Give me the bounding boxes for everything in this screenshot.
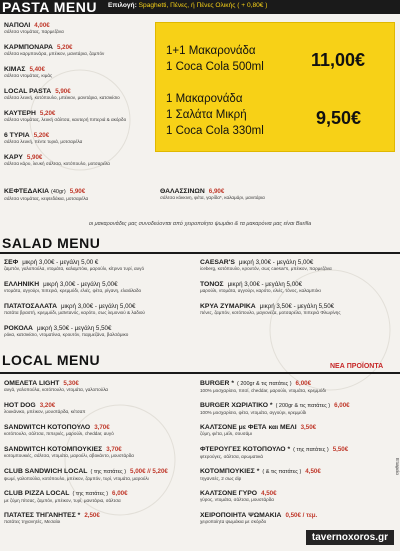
menu-item-line <box>4 154 149 161</box>
menu-item <box>4 281 194 293</box>
menu-item-price: 4,50€ <box>261 490 277 497</box>
menu-item <box>4 259 194 271</box>
menu-item-name: ΚΑΛΤΣΟΝΕ με ΦΕΤΑ και ΜΕΛΙ <box>200 424 297 431</box>
menu-item-name: ΠΑΤΑΤΟΣΑΛΑΤΑ <box>4 303 57 310</box>
menu-item-name: BURGER ΧΩΡΙΑΤΙΚΟ * <box>200 402 273 409</box>
menu-item-desc: ζύμη, φέτα, μέλι, σουσάμι <box>200 431 252 436</box>
menu-item-name: BURGER * <box>200 380 234 387</box>
menu-item-desc: τηγανιτές, 2 σως dip <box>200 476 242 481</box>
menu-item-price: 5,20€ <box>56 44 73 51</box>
menu-item-name: ΚΑΥΤΕΡΗ <box>4 110 36 117</box>
menu-item-size: ( 200gr & τις πατάτες ) <box>275 403 331 409</box>
menu-item <box>200 512 395 524</box>
promo-offer1-line1: 1+1 Μακαρονάδα <box>166 45 256 57</box>
menu-item-desc: σάλτσα λευκή, κοτόπουλο, μπέικον, μανιτάρια, κατσικίσιο <box>4 95 120 100</box>
menu-item <box>4 380 194 392</box>
menu-item <box>160 188 360 200</box>
menu-item <box>4 44 149 56</box>
menu-item-price: 3,70€ <box>106 446 122 453</box>
menu-item-line <box>4 424 194 431</box>
promo-offer2-line1: 1 Μακαρονάδα <box>166 93 243 105</box>
menu-item <box>4 132 149 144</box>
menu-item-line <box>4 490 194 498</box>
local-divider <box>0 372 400 374</box>
promo-offer1-price: 11,00€ <box>311 50 366 70</box>
menu-item-name: 6 ΤΥΡΙΑ <box>4 132 30 139</box>
menu-item <box>4 468 194 481</box>
pasta-title: PASTA MENU <box>2 0 97 15</box>
menu-item-size: ( της πατάτες ) <box>72 491 109 497</box>
menu-item-price: 6,90€ <box>208 188 225 195</box>
menu-item-desc: γύρος, ντομάτα, σάλτσα, μουστάρδα <box>200 497 274 502</box>
menu-item-name: ΤΟΝΟΣ <box>200 281 224 288</box>
menu-item-desc: κοτόπουλο, σάλτσα, πιπεριές, μαρούλι, cheddar, αυγό <box>4 431 114 436</box>
pasta-subtitle-label: Επιλογή: <box>108 2 137 9</box>
menu-item-price: 4,50€ <box>305 468 321 475</box>
menu-item-price-big: μεγάλη 5,50€ <box>297 303 335 310</box>
menu-item-line <box>200 468 395 476</box>
menu-item-line <box>4 132 149 139</box>
menu-item-name: CAESAR'S <box>200 259 235 266</box>
menu-item-name: SANDWITCH ΚΟΤΟΜΠΟΥΚΙΕΣ <box>4 446 103 453</box>
menu-item-name: ΦΤΕΡΟΥΓΕΣ ΚΟΤΟΠΟΥΛΟ * <box>200 446 291 453</box>
menu-item-line <box>200 512 395 519</box>
menu-item-price: 3,50€ <box>300 424 317 431</box>
menu-item <box>4 490 194 503</box>
menu-item-price: 5,90€ <box>69 188 86 195</box>
promo-offer2-line3: 1 Coca Cola 330ml <box>166 125 264 137</box>
menu-item-price: 4,00€ <box>34 22 50 29</box>
pasta-subtitle <box>108 2 268 9</box>
menu-item-price-big: μεγάλη 5,00 € <box>59 259 99 266</box>
menu-item-line <box>200 446 395 454</box>
menu-item <box>200 380 395 393</box>
menu-item-line: ΠΑΤΑΤΟΣΑΛΑΤΑ μικρή 3,00€ - μεγάλη 5,00€ <box>4 303 136 310</box>
menu-item-name: ΣΕΦ <box>4 259 19 266</box>
menu-item-desc: σάλτσα ντομάτας, λευκή σάλτσα, καυτερή πιπεριά & ακόρδο <box>4 117 127 122</box>
menu-item-name: ΟΜΕΛΕΤΑ LIGHT <box>4 380 60 387</box>
menu-item-price-big: μεγάλη 5,00€ <box>80 281 118 288</box>
watermark: tavernoxoros.gr <box>306 530 394 545</box>
menu-item-line <box>4 512 194 519</box>
menu-item-price: 5,40€ <box>29 66 45 73</box>
menu-item-price-small: μικρή 3,50€ <box>36 325 70 332</box>
menu-item <box>4 22 149 34</box>
menu-item-name: ΚΑΡΜΠΟΝΑΡΑ <box>4 44 53 51</box>
pasta-note: οι μακαρονάδες μας συνοδεύονται από χειροποίητο ψωμάκι & τα μακαρόνια μας είναι Barilla <box>88 221 312 227</box>
menu-item-line <box>160 188 360 195</box>
menu-item-desc: σάλτσα καρμπονάρα, μπέικον, μανιτάρια, ζαμπόν <box>4 51 105 56</box>
menu-item-price-small: μικρή 3,50€ <box>259 303 292 310</box>
promo-box <box>155 22 395 152</box>
menu-item <box>200 281 395 293</box>
promo-offer2-price: 9,50€ <box>316 108 362 128</box>
menu-item-line <box>4 66 149 73</box>
menu-item <box>4 325 194 337</box>
menu-item-name: ΕΛΛΗΝΙΚΗ <box>4 281 40 288</box>
menu-item-price: 5,50€ <box>332 446 349 453</box>
menu-item-desc: χειροποίητα ψωμάκια με σκόρδο <box>200 519 267 524</box>
menu-item-desc: σάλτσα κόκκινη, φέτα, γαρίδα*, καλαμάρι, μανιτάρια <box>160 195 265 200</box>
menu-item-price: 5,00€ // 5,20€ <box>130 468 168 475</box>
menu-item-price-small: μικρή 3,00€ <box>22 259 55 266</box>
menu-item <box>4 188 149 201</box>
menu-item-line <box>4 44 149 51</box>
menu-item-desc: πένες, ζαμπόν, κοτόπουλο, μαγιονέζα, μοτσαρέλα, πιπεριά Φλωρίνης <box>200 310 341 315</box>
menu-item-price: 5,20€ <box>39 110 56 117</box>
menu-item-name: ΚΙΜΑΣ <box>4 66 26 73</box>
menu-item-name: HOT DOG <box>4 402 36 409</box>
menu-item-name: ΝΑΠΟΛΙ <box>4 22 31 29</box>
menu-item <box>200 468 395 481</box>
menu-item-desc: κοτομπουκιές, σάλτσα, ντομάτα, μαρούλι, αβοκάντο, μουστάρδα <box>4 453 134 458</box>
menu-item-price-small: μικρή 3,00€ <box>227 281 260 288</box>
menu-item-line: ΤΟΝΟΣ μικρή 3,00€ - μεγάλη 5,00€ <box>200 281 303 288</box>
menu-item <box>200 424 395 436</box>
menu-item-desc: iceberg, κοτόπουλο, κρουτόν, σως caesar's, μπέικον, παρμεζάνα <box>200 266 332 271</box>
menu-item-name: ΘΑΛΑΣΣΙΝΩΝ <box>160 188 205 195</box>
menu-item-line <box>4 110 149 117</box>
menu-item <box>4 446 194 458</box>
menu-item-desc: ψωμί, γαλοπούλα, κοτόπουλο, μπέικον, ζαμπόν, τυρί, ντομάτα, μαρούλι <box>4 476 149 481</box>
menu-item-price: 5,90€ <box>26 154 43 161</box>
menu-item-line <box>200 380 395 388</box>
menu-item <box>200 402 395 415</box>
menu-item-name: ΚΕΦΤΕΔΑΚΙΑ <box>4 188 50 195</box>
menu-item-line <box>4 468 194 476</box>
menu-item-line <box>200 424 395 431</box>
menu-item-name: ΚΑΡΥ <box>4 154 23 161</box>
menu-item-price: 6,00€ <box>334 402 350 409</box>
menu-item-price: 5,30€ <box>63 380 79 387</box>
menu-item-desc: ρόκα, κατσικίσιο, ντοματίνια, κρουτόν, παρμεζάνα, βαλσάμικο <box>4 332 129 337</box>
menu-item <box>4 402 194 414</box>
side-note: Εταιρεία <box>395 458 400 475</box>
menu-item <box>4 154 149 166</box>
promo-offer2-line2: 1 Σαλάτα Μικρή <box>166 109 247 121</box>
menu-item-price-big: μεγάλη 5,50€ <box>74 325 112 332</box>
salad-divider <box>0 252 400 254</box>
menu-item-price-big: μεγάλη 5,00€ <box>98 303 136 310</box>
menu-item <box>200 303 395 315</box>
menu-item <box>200 259 395 271</box>
menu-item-desc: ζαμπόν, γαλοπούλα, ντομάτα, καλαμπόκι, μαρούλι, κίτρινο τυρί, αυγό <box>4 266 145 271</box>
menu-item <box>4 66 149 78</box>
menu-item-price: 6,00€ <box>112 490 128 497</box>
menu-item-size: ( της πατάτες ) <box>90 469 127 475</box>
menu-item-desc: μαρούλι, ντομάτα, αγγούρι, καρότο, ελιές, τόνος, καλαμπόκι <box>200 288 321 293</box>
menu-item-line: ΕΛΛΗΝΙΚΗ μικρή 3,00€ - μεγάλη 5,00€ <box>4 281 118 288</box>
menu-item-size: ( της πατάτες ) <box>293 447 329 453</box>
menu-item <box>200 446 395 459</box>
menu-item-name: ΠΑΤΑΤΕΣ ΤΗΓΑΝΗΤΕΣ * <box>4 512 81 519</box>
menu-item-line <box>4 402 194 409</box>
menu-item-price-small: μικρή 3,00€ <box>238 259 272 266</box>
menu-item-line <box>4 188 149 196</box>
menu-item-desc: σάλτσα λευκή, πέντε τυριά, μοτσαρέλα <box>4 139 83 144</box>
menu-item-price: 0,50€ / τεμ. <box>285 512 318 519</box>
menu-item-line: CAESAR'S μικρή 3,00€ - μεγάλη 5,00€ <box>200 259 314 266</box>
menu-item <box>4 303 194 315</box>
menu-item-desc: σάλτσα ντομάτας, παρμεζάνα <box>4 29 64 34</box>
menu-item-name: ΚΟΤΟΜΠΟΥΚΙΕΣ * <box>200 468 260 475</box>
menu-item <box>200 490 395 502</box>
menu-item-desc: ντομάτα, αγγούρι, πιπεριά, κρεμμύδι, ελιές, φέτα, ρίγανη, ελαιόλαδο <box>4 288 142 293</box>
menu-item-desc: φτερούγες, σάλτσα, αρωματικά <box>200 454 264 459</box>
menu-item-price: 5,90€ <box>55 88 71 95</box>
promo-offer1-line2: 1 Coca Cola 500ml <box>166 61 264 73</box>
menu-item-price: 3,20€ <box>39 402 56 409</box>
menu-item-name: CLUB PIZZA LOCAL <box>4 490 70 497</box>
menu-item-name: CLUB SANDWICH LOCAL <box>4 468 88 475</box>
menu-item-line <box>4 380 194 387</box>
menu-item-desc: 100% μοσχαρίσιο, φέτα, ντομάτα, αγγούρι, κρεμμύδι <box>200 410 307 415</box>
menu-item-desc: αυγά, γαλοπούλα, κοτόπουλο, ντομάτα, γαλοπούλα <box>4 387 109 392</box>
menu-item-price-small: μικρή 3,00€ <box>60 303 94 310</box>
menu-item-price: 3,70€ <box>94 424 110 431</box>
menu-item-price: 2,50€ <box>84 512 100 519</box>
menu-item-desc: σάλτσα κάρυ, λευκή σάλτσα, κοτόπουλο, μοτσαρέλα <box>4 161 110 166</box>
menu-item <box>4 512 194 524</box>
menu-item-name: ΚΡΥΑ ΖΥΜΑΡΙΚΑ <box>200 303 256 310</box>
menu-item-price: 5,20€ <box>33 132 50 139</box>
menu-item-size: ( & τις πατάτες ) <box>262 469 302 475</box>
menu-item-desc: με ζύμη πίτσας, ζαμπόν, μπέικον, τυρί, μανιτάρια, σάλτσα <box>4 498 121 503</box>
menu-item-price-big: μεγάλη 5,00€ <box>276 259 314 266</box>
salad-title: SALAD MENU <box>2 235 101 251</box>
menu-item-desc: πατάτες τηγανητές, Μεσαίοι <box>4 519 61 524</box>
menu-item-price-small: μικρή 3,00€ <box>43 281 76 288</box>
menu-item-desc: λουκάνικο, μπέικον, μουστάρδα, κέτσαπ <box>4 409 86 414</box>
menu-item-line <box>4 88 149 95</box>
menu-item-line <box>4 446 194 453</box>
menu-item-desc: 100% μοσχαρίσιο, πιτσί, cheddar, μαρούλι, ντομάτα, κρεμμύδι <box>200 388 326 393</box>
menu-item-price: 6,00€ <box>295 380 312 387</box>
menu-item-size: ( 200gr & τις πατάτες ) <box>237 381 292 387</box>
menu-item-name: ΧΕΙΡΟΠΟΙΗΤΑ ΨΩΜΑΚΙΑ <box>200 512 282 519</box>
menu-item <box>4 424 194 436</box>
menu-item-desc: πατάτα βραστή, κρεμμύδι, μαϊντανός, καρότο, σως λεμονιού & λαδιού <box>4 310 145 315</box>
menu-item-price-big: μεγάλη 5,00€ <box>265 281 303 288</box>
menu-item-line: ΡΟΚΟΛΑ μικρή 3,50€ - μεγάλη 5,50€ <box>4 325 112 332</box>
menu-item-name: LOCAL PASTA <box>4 88 52 95</box>
menu-item <box>4 88 149 100</box>
pasta-subtitle-text: Spaghetti, Πένες, ή Πένες Ολικής ( + 0,80€ ) <box>138 2 268 9</box>
menu-item-line <box>4 22 149 29</box>
menu-item-name: ΚΑΛΤΣΟΝΕ ΓΥΡΟ <box>200 490 258 497</box>
menu-item-name: ΡΟΚΟΛΑ <box>4 325 33 332</box>
menu-item <box>4 110 149 122</box>
menu-item-size: (40gr) <box>51 189 66 195</box>
menu-item-line: ΣΕΦ μικρή 3,00€ - μεγάλη 5,00 € <box>4 259 99 266</box>
menu-item-line <box>200 490 395 497</box>
local-title: LOCAL MENU <box>2 352 101 368</box>
menu-item-line <box>200 402 395 410</box>
new-products-label: ΝΕΑ ΠΡΟΪΟΝΤΑ <box>330 363 384 370</box>
menu-item-line: ΚΡΥΑ ΖΥΜΑΡΙΚΑ μικρή 3,50€ - μεγάλη 5,50€ <box>200 303 335 310</box>
menu-item-desc: σάλτσα ντομάτας, κεφτεδάκια, μοτσαρέλα <box>4 196 89 201</box>
menu-item-name: SANDWITCH ΚΟΤΟΠΟΥΛΟ <box>4 424 91 431</box>
menu-item-desc: σάλτσα ντομάτας, κιμάς <box>4 73 53 78</box>
